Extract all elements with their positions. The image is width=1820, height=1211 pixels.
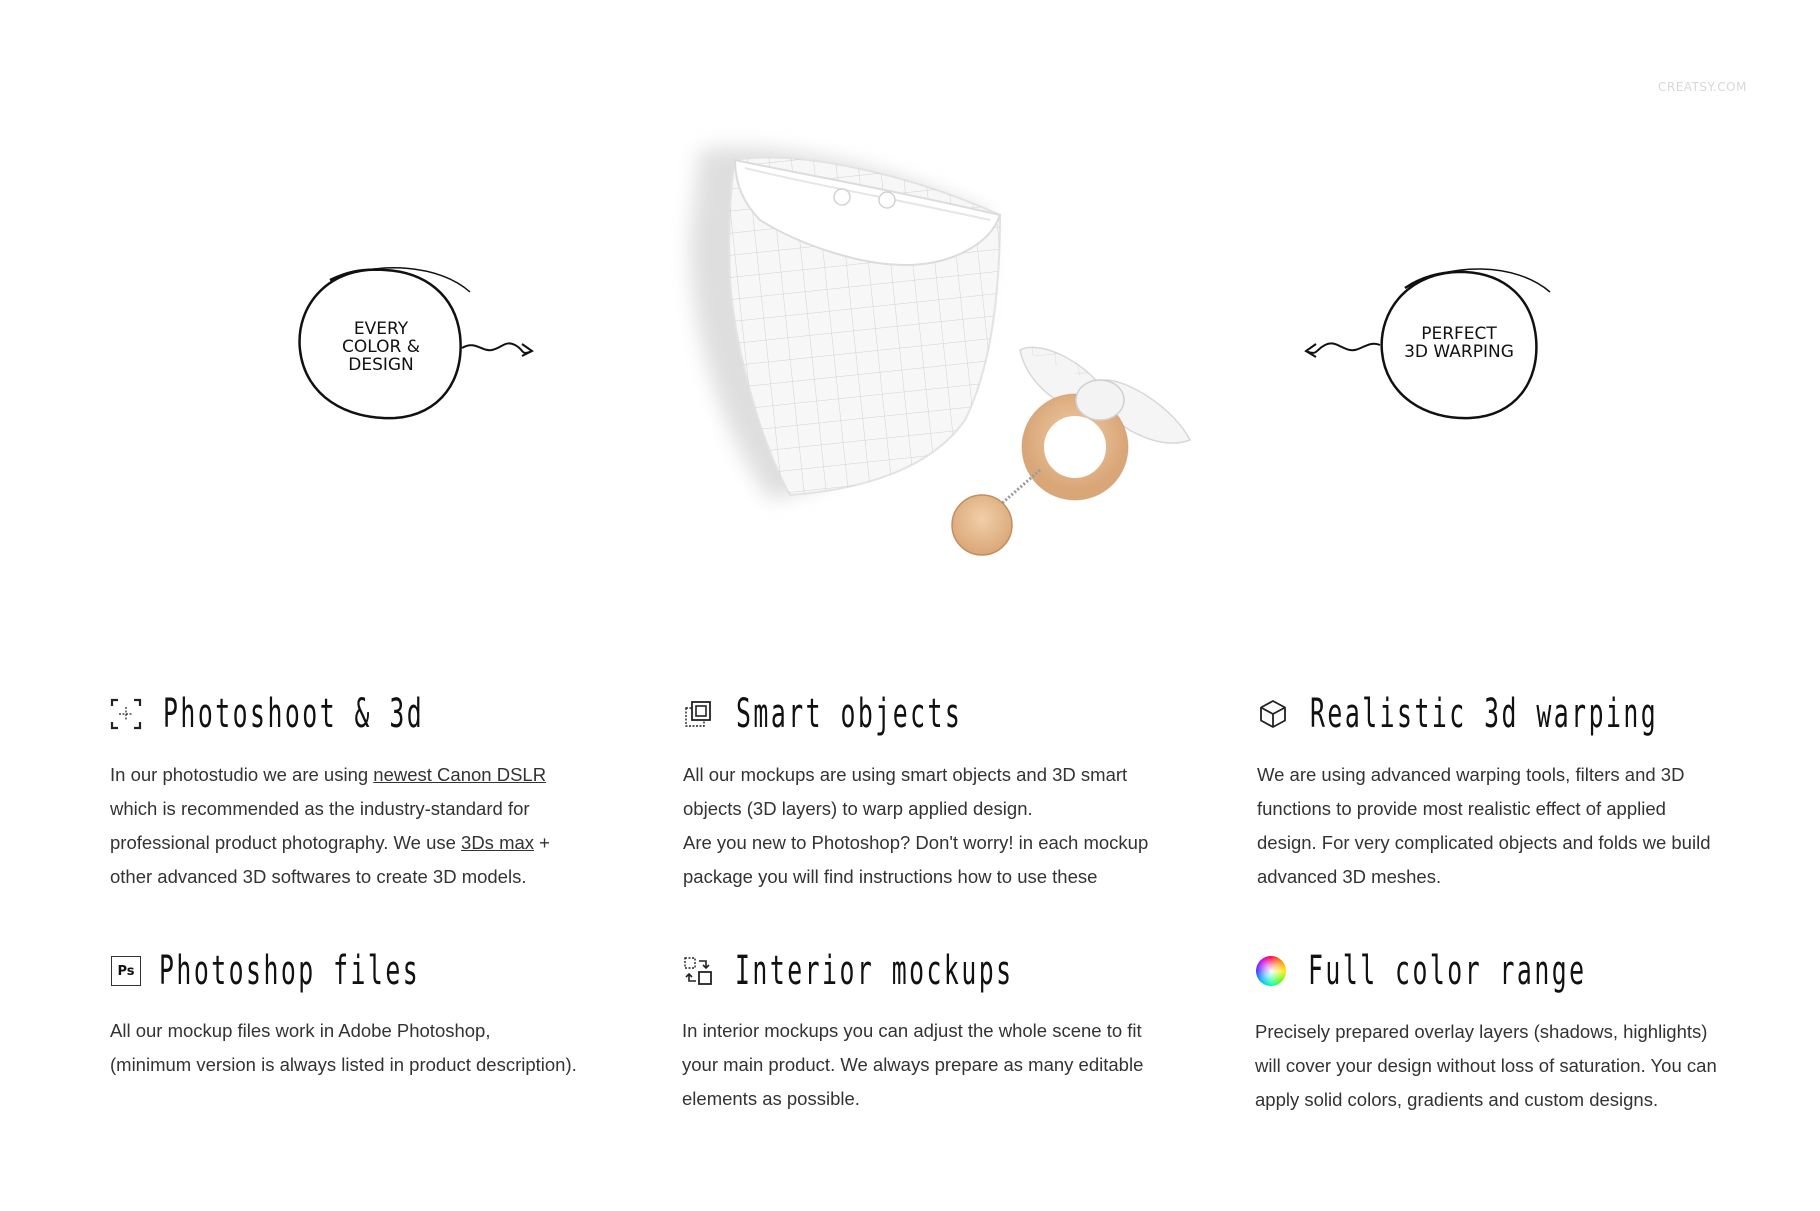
badge-line: 3D WARPING [1404,342,1514,362]
feature-line: design. For very complicated objects and folds we build [1257,832,1711,853]
feature-line [110,826,590,860]
feature-realistic-3d-warping [1257,686,1737,894]
feature-line: functions to provide most realistic effect of applied [1257,798,1666,819]
feature-line: objects (3D layers) to warp applied design. [683,798,1033,819]
feature-line: which is recommended as the industry-standard for [110,798,530,819]
color-wheel-icon [1255,955,1287,987]
feature-title: Photoshop files [159,948,421,994]
arrow-right-icon [462,343,532,356]
arrow-left-icon [1306,343,1380,357]
feature-photoshoot-3d [110,686,590,894]
feature-interior-mockups [682,943,1162,1116]
feature-line: package you will find instructions how to use these [683,866,1098,887]
feature-line: your main product. We always prepare as many editable [682,1054,1144,1075]
photoshop-icon-label: Ps [111,956,141,986]
feature-line [110,758,590,792]
feature-line: apply solid colors, gradients and custom designs. [1255,1089,1659,1110]
feature-line: elements as possible. [682,1088,860,1109]
feature-line-text: + [534,832,550,853]
feature-line: All our mockups are using smart objects and 3D smart [683,764,1128,785]
photoshop-icon [110,955,142,987]
cube-icon [1257,698,1289,730]
feature-description [682,1014,1162,1116]
badge-line: COLOR & [342,337,420,357]
3ds-max-link[interactable]: 3Ds max [461,832,535,853]
teether-toy [952,347,1190,555]
feature-line: other advanced 3D softwares to create 3D models. [110,866,527,887]
watermark: CREATSY.COM [1658,80,1747,94]
feature-description [683,758,1163,894]
feature-title: Full color range [1308,948,1587,994]
interior-swap-icon [682,955,714,987]
feature-description [1257,758,1737,894]
badge-every-color-design [320,320,442,374]
feature-title: Smart objects [736,691,963,737]
badge-line: EVERY [353,319,409,339]
feature-smart-objects [683,686,1163,894]
feature-description [110,758,590,894]
feature-line: In interior mockups you can adjust the whole scene to fit [682,1020,1142,1041]
badge-line: PERFECT [1421,324,1497,344]
feature-description [1255,1015,1735,1117]
badge-perfect-3d-warping [1400,325,1518,361]
feature-full-color-range [1255,943,1735,1117]
layers-icon [683,698,715,730]
feature-line: We are using advanced warping tools, filters and 3D [1257,764,1685,785]
feature-line: Are you new to Photoshop? Don't worry! in each mockup [683,832,1149,853]
feature-line: All our mockup files work in Adobe Photoshop, [110,1020,491,1041]
feature-title: Realistic 3d warping [1310,691,1659,737]
badge-line: DESIGN [348,355,414,375]
crop-frame-icon [110,698,142,730]
feature-title: Photoshoot & 3d [163,691,425,737]
feature-photoshop-files [110,943,590,1082]
bandana-bib [729,157,1000,495]
feature-line-text: professional product photography. We use [110,832,462,853]
canon-dslr-link[interactable]: newest Canon DSLR [373,764,547,785]
feature-line: (minimum version is always listed in product description). [110,1054,577,1075]
feature-title: Interior mockups [735,948,1014,994]
feature-description [110,1014,590,1082]
feature-line: Precisely prepared overlay layers (shadows, highlights) [1255,1021,1708,1042]
feature-line: will cover your design without loss of saturation. You can [1255,1055,1717,1076]
feature-line: advanced 3D meshes. [1257,866,1442,887]
feature-line-text: In our photostudio we are using [110,764,374,785]
